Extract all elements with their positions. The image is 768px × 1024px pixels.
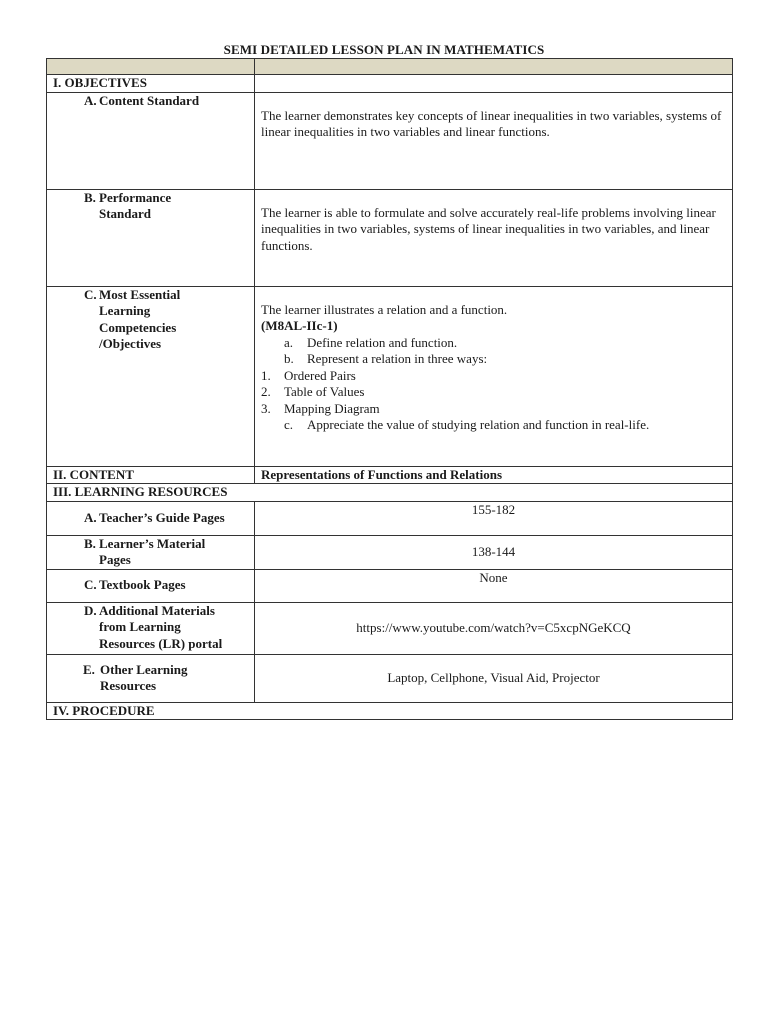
teachers-guide-label: A. Teacher’s Guide Pages	[84, 509, 225, 525]
other-resources-label: E. Other Learning Resources	[83, 661, 188, 693]
objectives-heading: I. OBJECTIVES	[47, 75, 255, 93]
list-item: a. Define relation and function.	[284, 334, 458, 350]
content-standard-label: A. Content Standard	[84, 92, 200, 108]
additional-materials-row	[47, 602, 733, 654]
learners-material-value: 138-144	[255, 535, 733, 569]
content-row	[47, 466, 733, 484]
melc-intro: The learner illustrates a relation and a function.	[261, 301, 508, 317]
content-standard-text: The learner demonstrates key concepts of linear inequalities in two variables, systems of linear inequalities in two variables and linear functions.	[261, 107, 722, 139]
list-item: c. Appreciate the value of studying relation and function in real-life.	[284, 417, 650, 432]
other-resources-row	[47, 654, 733, 702]
learning-resources-heading: III. LEARNING RESOURCES	[47, 484, 733, 502]
additional-materials-label: D. Additional Materials from Learning Resources (LR) portal	[84, 602, 223, 651]
textbook-label: C. Textbook Pages	[84, 577, 186, 593]
teachers-guide-row	[47, 501, 733, 535]
header-shaded-row	[47, 59, 733, 75]
performance-standard-row	[47, 189, 733, 286]
performance-standard-text: The learner is able to formulate and solve accurately real-life problems involving linear inequalities in two variables, systems of linear inequalities in two variables, and linear functions.	[261, 204, 716, 253]
procedure-row	[47, 702, 733, 720]
learners-material-row	[47, 535, 733, 569]
objectives-row	[47, 75, 733, 93]
procedure-heading: IV. PROCEDURE	[47, 702, 733, 720]
melc-label: C. Most Essential Learning Competencies /Objectives	[84, 286, 181, 351]
learners-material-label: B. Learner’s Material Pages	[84, 535, 206, 567]
melc-code: (M8AL-IIc-1)	[261, 318, 338, 333]
textbook-row	[47, 569, 733, 602]
lesson-plan-table	[46, 58, 733, 720]
list-item: 2. Table of Values	[261, 384, 365, 399]
teachers-guide-value: 155-182	[255, 501, 733, 535]
melc-row	[47, 286, 733, 466]
content-standard-row	[47, 92, 733, 189]
content-value: Representations of Functions and Relations	[255, 466, 733, 484]
additional-materials-link: https://www.youtube.com/watch?v=C5xcpNGeKCQ	[255, 602, 733, 654]
other-resources-value: Laptop, Cellphone, Visual Aid, Projector	[255, 654, 733, 702]
learning-resources-row	[47, 484, 733, 502]
list-item: 1. Ordered Pairs	[261, 367, 356, 383]
list-item: 3. Mapping Diagram	[261, 400, 380, 416]
textbook-value: None	[255, 569, 733, 602]
performance-standard-label: B. Performance Standard	[84, 189, 172, 221]
document-title: SEMI DETAILED LESSON PLAN IN MATHEMATICS	[223, 42, 545, 57]
list-item: b. Represent a relation in three ways:	[284, 351, 488, 366]
content-heading: II. CONTENT	[47, 466, 255, 484]
